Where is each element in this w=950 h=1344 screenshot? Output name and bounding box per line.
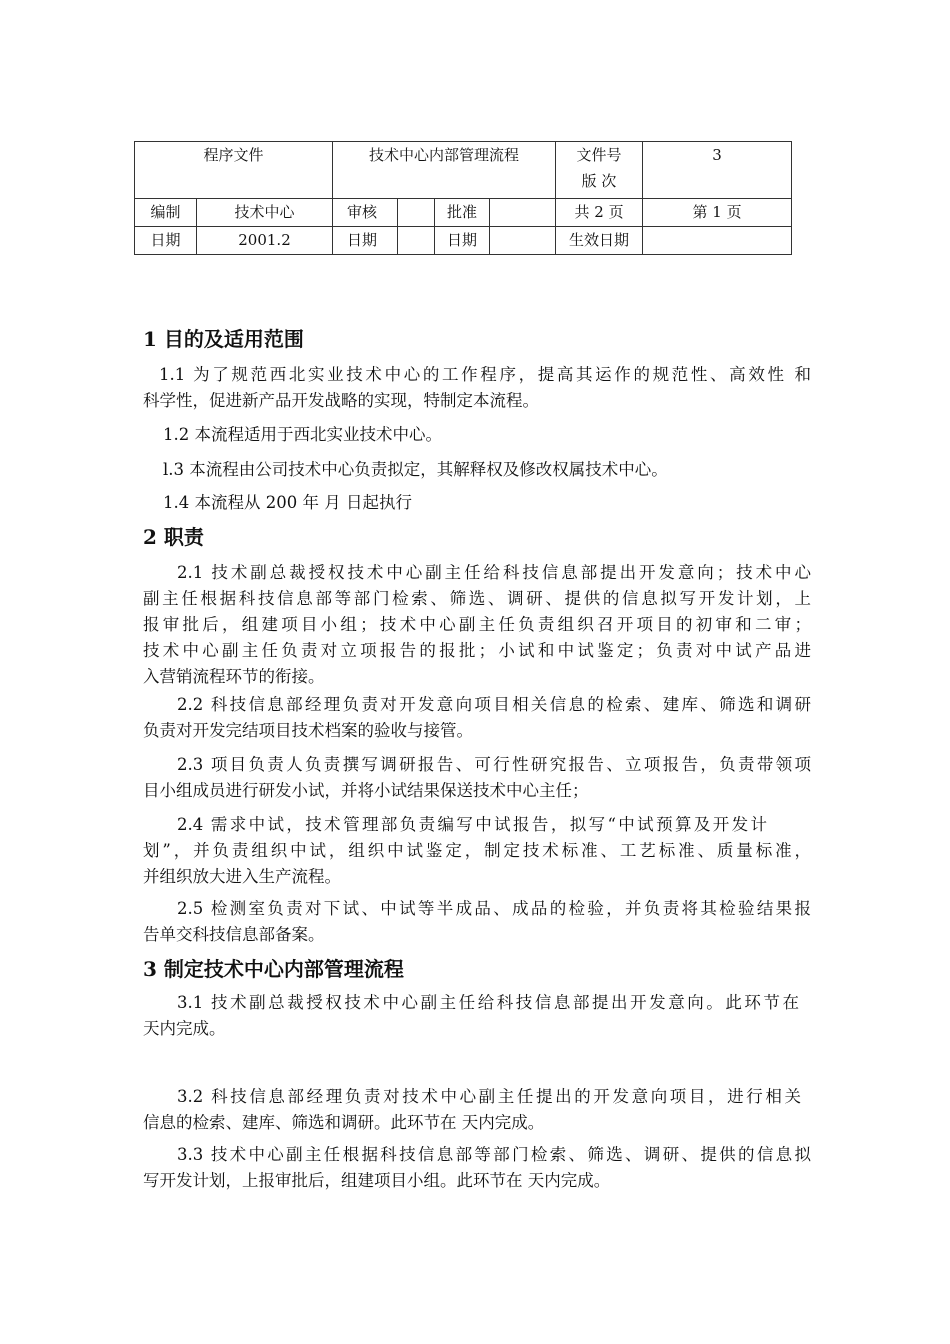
- paragraph-3-2: [143, 1084, 811, 1136]
- paragraph-line: 副主任根据科技信息部等部门检索、筛选、调研、提供的信息拟写开发计划，上: [143, 589, 811, 608]
- paragraph-line: 3.3 技术中心副主任根据科技信息部等部门检索、筛选、调研、提供的信息拟: [177, 1145, 811, 1164]
- paragraph-line: 2.3 项目负责人负责撰写调研报告、可行性研究报告、立项报告，负责带领项: [177, 755, 811, 774]
- paragraph-2-1: [143, 560, 811, 690]
- section-2-title: 2 职责: [143, 525, 204, 549]
- section-3-title: 3 制定技术中心内部管理流程: [143, 957, 404, 981]
- compile-value-cell: 技术中心: [197, 199, 333, 227]
- section-1-title: 1 目的及适用范围: [143, 327, 304, 351]
- paragraph-2-4: [143, 812, 811, 890]
- paragraph-line: 划”，并负责组织中试，组织中试鉴定，制定技术标准、工艺标准、质量标准，: [143, 841, 811, 860]
- date-value-cell-3: [490, 227, 556, 255]
- paragraph-line: 负责对开发完结项目技术档案的验收与接管。: [143, 721, 473, 740]
- review-label-cell: 审核: [333, 199, 398, 227]
- paragraph-1-4: 1.4 本流程从 200 年 月 日起执行: [163, 493, 412, 512]
- paragraph-1-1: [143, 362, 811, 414]
- doc-title-cell: 技术中心内部管理流程: [333, 142, 556, 199]
- paragraph-line: 天内完成。: [143, 1019, 226, 1038]
- paragraph-line: 入营销流程环节的衔接。: [143, 667, 325, 686]
- review-value-cell: [398, 199, 435, 227]
- paragraph-line: 并组织放大进入生产流程。: [143, 867, 341, 886]
- approve-label-cell: 批准: [435, 199, 490, 227]
- paragraph-1-2: 1.2 本流程适用于西北实业技术中心。: [163, 425, 442, 444]
- version-label: 版 次: [581, 172, 617, 190]
- paragraph-line: 报审批后，组建项目小组；技术中心副主任负责组织召开项目的初审和二审；: [143, 615, 811, 634]
- paragraph-line: 3.1 技术副总裁授权技术中心副主任给科技信息部提出开发意向。此环节在: [177, 993, 799, 1012]
- effective-date-label-cell: 生效日期: [556, 227, 643, 255]
- paragraph-line: 2.2 科技信息部经理负责对开发意向项目相关信息的检索、建库、筛选和调研: [177, 695, 811, 714]
- paragraph-line: 告单交科技信息部备案。: [143, 925, 325, 944]
- file-no-value-cell: 3: [643, 142, 792, 199]
- page-no-cell: 第 1 页: [643, 199, 792, 227]
- header-row-compile: [135, 199, 792, 227]
- file-no-label: 文件号: [576, 146, 622, 164]
- paragraph-3-3: [143, 1142, 811, 1194]
- paragraph-1-3: l.3 本流程由公司技术中心负责拟定，其解释权及修改权属技术中心。: [163, 460, 668, 479]
- paragraph-line: 信息的检索、建库、筛选和调研。此环节在 天内完成。: [143, 1113, 545, 1132]
- paragraph-line: 2.1 技术副总裁授权技术中心副主任给科技信息部提出开发意向；技术中心: [177, 563, 811, 582]
- header-row-date: [135, 227, 792, 255]
- total-pages-cell: 共 2 页: [556, 199, 643, 227]
- document-header-table: [134, 141, 792, 255]
- paragraph-3-1: [143, 990, 811, 1042]
- date-value-cell-1: 2001.2: [197, 227, 333, 255]
- header-row-title: [135, 142, 792, 199]
- effective-date-value-cell: [643, 227, 792, 255]
- paragraph-line: 目小组成员进行研发小试，并将小试结果保送技术中心主任；: [143, 781, 589, 800]
- paragraph-line: 科学性，促进新产品开发战略的实现，特制定本流程。: [143, 391, 539, 410]
- compile-label-cell: 编制: [135, 199, 197, 227]
- paragraph-2-5: [143, 896, 811, 948]
- approve-value-cell: [490, 199, 556, 227]
- paragraph-line: 技术中心副主任负责对立项报告的报批；小试和中试鉴定；负责对中试产品进: [143, 641, 811, 660]
- doc-type-cell: 程序文件: [135, 142, 333, 199]
- paragraph-line: 2.4 需求中试，技术管理部负责编写中试报告，拟写“中试预算及开发计: [177, 815, 767, 834]
- paragraph-2-2: [143, 692, 811, 744]
- date-label-cell-1: 日期: [135, 227, 197, 255]
- file-no-label-cell: [556, 142, 643, 199]
- paragraph-line: 写开发计划，上报审批后，组建项目小组。此环节在 天内完成。: [143, 1171, 611, 1190]
- date-label-cell-2: 日期: [333, 227, 398, 255]
- paragraph-line: 3.2 科技信息部经理负责对技术中心副主任提出的开发意向项目，进行相关: [177, 1087, 801, 1106]
- date-value-cell-2: [398, 227, 435, 255]
- paragraph-2-3: [143, 752, 811, 804]
- paragraph-line: 1.1 为了规范西北实业技术中心的工作程序，提高其运作的规范性、高效性 和: [159, 365, 811, 384]
- paragraph-line: 2.5 检测室负责对下试、中试等半成品、成品的检验，并负责将其检验结果报: [177, 899, 811, 918]
- date-label-cell-3: 日期: [435, 227, 490, 255]
